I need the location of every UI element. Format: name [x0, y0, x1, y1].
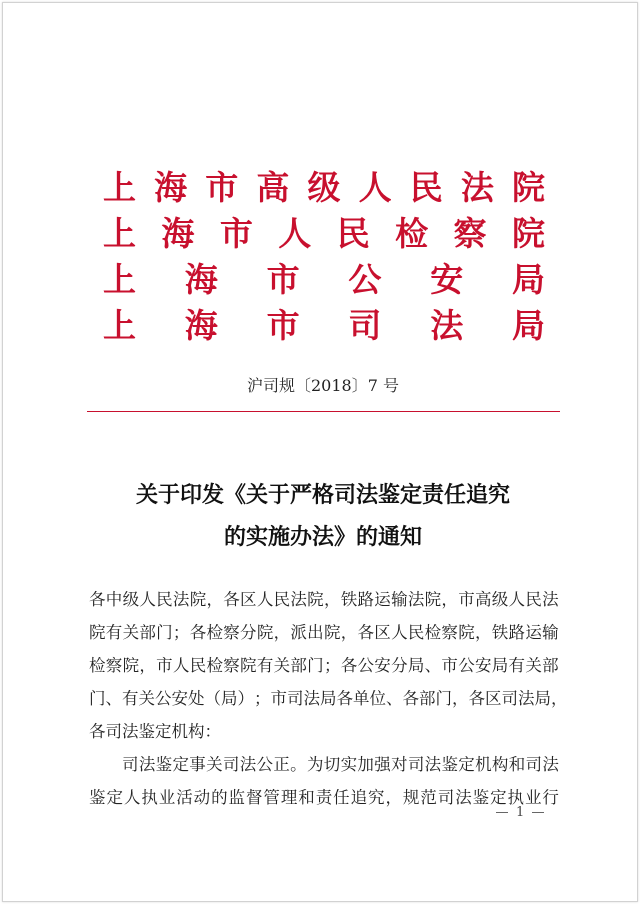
glyph: 局: [320, 689, 337, 708]
body-line: [89, 616, 559, 649]
glyph: ；: [172, 623, 190, 642]
glyph: 局: [407, 656, 425, 675]
page-footer: [496, 805, 544, 820]
footer-dash: [496, 812, 508, 813]
glyph: 法: [430, 306, 464, 345]
glyph: 检: [395, 214, 429, 253]
glyph: 市: [458, 590, 475, 609]
body-line: [89, 781, 559, 814]
glyph: 市: [205, 168, 239, 207]
glyph: 公: [458, 656, 475, 675]
glyph: 司: [407, 755, 425, 774]
glyph: 加: [357, 755, 374, 774]
glyph: 公: [357, 656, 374, 675]
footer-dash: [532, 812, 544, 813]
glyph: 安: [430, 260, 464, 299]
glyph: 民: [273, 590, 291, 609]
glyph: 范: [420, 788, 437, 807]
glyph: 市: [219, 214, 253, 253]
glyph: 输: [391, 590, 408, 609]
glyph: 检: [89, 656, 106, 675]
glyph: 关: [206, 755, 223, 774]
glyph: 鉴: [89, 788, 106, 807]
glyph: 门: [435, 689, 452, 708]
glyph: 派: [290, 623, 307, 642]
glyph: 有: [508, 656, 526, 675]
body-line: [89, 748, 559, 781]
glyph: 出: [307, 623, 324, 642]
glyph: ；: [254, 689, 271, 708]
glyph: 院: [323, 623, 341, 642]
glyph: 理: [280, 788, 298, 807]
glyph: 高: [256, 168, 290, 207]
glyph: 的: [211, 788, 228, 807]
glyph: 运: [374, 590, 391, 609]
glyph: 市: [266, 260, 300, 299]
glyph: 司: [222, 755, 240, 774]
glyph: 各: [189, 623, 207, 642]
glyph: 司: [348, 306, 382, 345]
glyph: 任: [333, 788, 350, 807]
glyph: 路: [357, 590, 374, 609]
body-line: [89, 649, 559, 682]
glyph: 部: [542, 656, 559, 675]
glyph: 人: [508, 590, 526, 609]
glyph: 公: [256, 755, 273, 774]
glyph: 安: [474, 656, 492, 675]
glyph: 法: [239, 755, 257, 774]
glyph: 关: [122, 623, 140, 642]
notice-title: [3, 474, 640, 558]
glyph: 分: [391, 656, 408, 675]
glyph: 为: [306, 755, 324, 774]
glyph: 有: [122, 689, 139, 708]
issuer-line: [103, 303, 545, 349]
glyph: 检: [206, 656, 223, 675]
glyph: 市: [270, 689, 287, 708]
glyph: 司: [501, 689, 518, 708]
glyph: 规: [402, 788, 420, 807]
glyph: 市: [156, 656, 173, 675]
glyph: 察: [453, 214, 487, 253]
glyph: 人: [123, 788, 141, 807]
glyph: 铁: [491, 623, 509, 642]
glyph: 级: [122, 590, 140, 609]
page-number: 1: [516, 805, 525, 820]
glyph: 海: [161, 214, 195, 253]
glyph: 民: [336, 214, 370, 253]
glyph: 察: [105, 656, 123, 675]
glyph: 、: [424, 656, 442, 675]
glyph: 法: [455, 788, 472, 807]
glyph: 实: [340, 755, 358, 774]
issuer-line: [103, 257, 545, 303]
glyph: 法: [424, 755, 442, 774]
glyph: 察: [441, 623, 458, 642]
glyph: 法: [290, 590, 307, 609]
glyph: 各: [89, 590, 106, 609]
glyph: ：: [204, 722, 221, 741]
glyph: 高: [474, 590, 492, 609]
glyph: 处: [188, 689, 205, 708]
glyph: 市: [266, 306, 300, 345]
glyph: 上: [103, 306, 136, 345]
glyph: ，: [474, 623, 492, 642]
glyph: 定: [172, 755, 189, 774]
glyph: 各: [340, 656, 358, 675]
glyph: 法: [542, 590, 559, 609]
glyph: 位: [369, 689, 386, 708]
glyph: 、: [105, 689, 122, 708]
glyph: 各: [468, 689, 485, 708]
glyph: 鉴: [155, 755, 173, 774]
glyph: 公: [348, 260, 382, 299]
glyph: 检: [206, 623, 223, 642]
glyph: 责: [315, 788, 333, 807]
glyph: 民: [407, 623, 425, 642]
glyph: 察: [223, 623, 240, 642]
glyph: 事: [189, 755, 206, 774]
glyph: 关: [273, 656, 291, 675]
title-line: 的实施办法》的通知: [223, 524, 422, 550]
glyph: 业: [524, 788, 542, 807]
glyph: 人: [172, 656, 190, 675]
glyph: 业: [158, 788, 176, 807]
glyph: 。: [290, 755, 307, 774]
glyph: 各: [89, 722, 106, 741]
glyph: 人: [256, 590, 274, 609]
glyph: 法: [407, 590, 425, 609]
glyph: 区: [374, 623, 391, 642]
glyph: ，: [551, 689, 568, 708]
glyph: 追: [350, 788, 368, 807]
glyph: ，: [452, 689, 469, 708]
glyph: 级: [307, 168, 341, 207]
glyph: 门: [307, 656, 324, 675]
glyph: 法: [460, 168, 494, 207]
glyph: 管: [263, 788, 280, 807]
glyph: 司: [437, 788, 455, 807]
glyph: 人: [391, 623, 408, 642]
glyph: 机: [475, 755, 492, 774]
glyph: 门: [89, 689, 106, 708]
body-line: [89, 682, 568, 715]
glyph: 区: [240, 590, 257, 609]
glyph: 司: [525, 755, 542, 774]
title-line: 关于印发《关于严格司法鉴定责任追究: [135, 482, 510, 508]
glyph: （: [204, 689, 221, 708]
glyph: 上: [103, 214, 136, 253]
glyph: ，: [139, 656, 156, 675]
glyph: 部: [139, 623, 156, 642]
glyph: ，: [206, 590, 223, 609]
glyph: 部: [419, 689, 436, 708]
glyph: 、: [386, 689, 403, 708]
glyph: 法: [122, 722, 139, 741]
glyph: 法: [172, 590, 190, 609]
glyph: 司: [287, 689, 304, 708]
glyph: 切: [323, 755, 341, 774]
glyph: ，: [441, 590, 458, 609]
glyph: 单: [353, 689, 370, 708]
glyph: 级: [491, 590, 509, 609]
body-line: [89, 583, 559, 616]
glyph: 民: [189, 656, 207, 675]
glyph: 民: [409, 168, 443, 207]
glyph: 各: [223, 590, 240, 609]
glyph: 局: [491, 656, 509, 675]
glyph: 海: [184, 306, 218, 345]
glyph: 局: [221, 689, 238, 708]
glyph: 执: [141, 788, 158, 807]
glyph: 民: [156, 590, 173, 609]
glyph: 院: [89, 623, 106, 642]
glyph: 人: [139, 590, 156, 609]
glyph: 督: [245, 788, 263, 807]
glyph: 部: [290, 656, 307, 675]
glyph: 各: [336, 689, 353, 708]
glyph: 民: [525, 590, 542, 609]
glyph: 有: [256, 656, 274, 675]
glyph: 院: [512, 168, 545, 207]
glyph: ；: [323, 656, 341, 675]
glyph: 海: [154, 168, 188, 207]
glyph: 院: [189, 590, 207, 609]
glyph: 正: [273, 755, 290, 774]
glyph: 安: [171, 689, 188, 708]
glyph: 定: [106, 788, 123, 807]
glyph: 各: [357, 623, 374, 642]
glyph: 院: [256, 623, 274, 642]
glyph: 分: [240, 623, 257, 642]
glyph: ，: [323, 590, 341, 609]
glyph: 执: [507, 788, 524, 807]
glyph: 行: [542, 788, 559, 807]
glyph: 和: [508, 755, 526, 774]
glyph: 法: [542, 755, 559, 774]
glyph: 关: [138, 689, 155, 708]
glyph: 强: [374, 755, 391, 774]
glyph: 路: [508, 623, 526, 642]
body-text: [89, 583, 568, 814]
glyph: 人: [358, 168, 392, 207]
glyph: ，: [385, 788, 402, 807]
glyph: 鉴: [138, 722, 155, 741]
glyph: 院: [511, 214, 545, 253]
glyph: 构: [188, 722, 205, 741]
glyph: ）: [237, 689, 254, 708]
glyph: ，: [273, 623, 291, 642]
glyph: 定: [458, 755, 475, 774]
glyph: 局: [511, 306, 545, 345]
glyph: 察: [223, 656, 240, 675]
glyph: 公: [155, 689, 172, 708]
glyph: 司: [122, 755, 139, 774]
red-divider: [87, 411, 560, 412]
glyph: 机: [171, 722, 188, 741]
glyph: 定: [490, 788, 507, 807]
glyph: 监: [228, 788, 245, 807]
body-line: [89, 715, 559, 748]
glyph: ，: [340, 623, 358, 642]
glyph: 究: [368, 788, 385, 807]
issuer-header: [103, 165, 545, 349]
glyph: 院: [240, 656, 257, 675]
glyph: 司: [105, 722, 122, 741]
glyph: 各: [402, 689, 419, 708]
glyph: 检: [424, 623, 442, 642]
glyph: 构: [491, 755, 509, 774]
glyph: 铁: [340, 590, 358, 609]
document-page: [2, 2, 638, 902]
document-number: 沪司规〔2018〕7 号: [247, 376, 399, 395]
glyph: 定: [155, 722, 172, 741]
glyph: 关: [525, 656, 542, 675]
glyph: 区: [485, 689, 502, 708]
glyph: 市: [441, 656, 458, 675]
glyph: 鉴: [472, 788, 490, 807]
glyph: 中: [105, 590, 123, 609]
issuer-line: [103, 211, 545, 257]
glyph: 法: [138, 755, 156, 774]
glyph: 鉴: [441, 755, 458, 774]
glyph: 上: [103, 260, 136, 299]
glyph: 局: [511, 260, 545, 299]
glyph: 动: [193, 788, 211, 807]
glyph: 院: [424, 590, 442, 609]
glyph: 上: [103, 168, 136, 207]
glyph: 院: [307, 590, 324, 609]
glyph: 院: [122, 656, 140, 675]
glyph: 法: [303, 689, 320, 708]
glyph: 人: [278, 214, 312, 253]
glyph: 输: [542, 623, 559, 642]
glyph: 院: [458, 623, 475, 642]
glyph: 有: [105, 623, 123, 642]
glyph: 海: [184, 260, 218, 299]
glyph: 法: [518, 689, 535, 708]
glyph: 门: [156, 623, 173, 642]
glyph: 对: [391, 755, 408, 774]
issuer-line: [103, 165, 545, 211]
glyph: 局: [534, 689, 551, 708]
glyph: 和: [298, 788, 315, 807]
glyph: 活: [176, 788, 193, 807]
glyph: 运: [525, 623, 542, 642]
glyph: 安: [374, 656, 391, 675]
